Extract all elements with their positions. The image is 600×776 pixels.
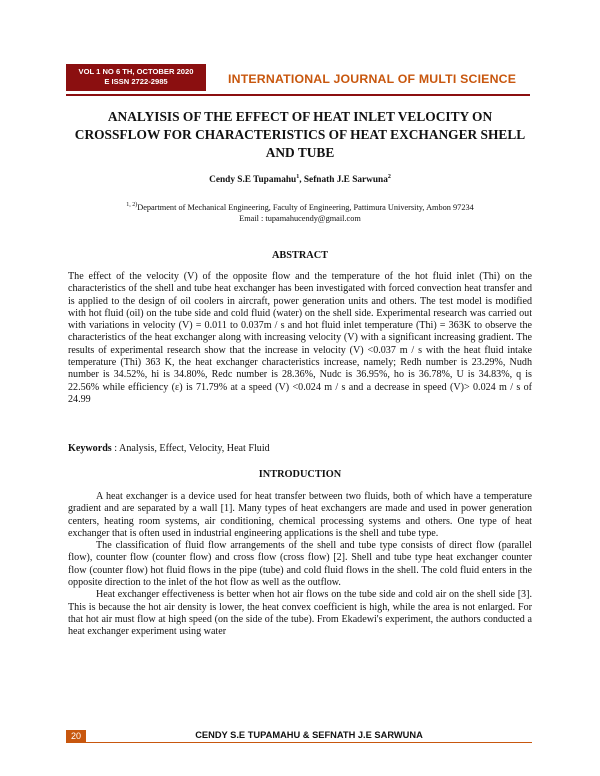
introduction-body xyxy=(68,491,532,639)
footer-divider xyxy=(86,742,532,743)
issn: E ISSN 2722-2985 xyxy=(104,77,168,86)
volume-badge xyxy=(66,64,206,91)
keywords-line xyxy=(68,443,532,454)
introduction-heading: INTRODUCTION xyxy=(258,469,342,480)
header-divider xyxy=(66,94,530,96)
abstract-text: The effect of the velocity (V) of the opposite flow and the temperature of the hot fluid inlet (Thi) on the characteristics of the shell and tube heat exchanger has been investigated with forced convection heat transfer and is applied to the design of oil coolers in aircraft, power generation units and others. The test model is modified with hot fluid (oil) on the tube side and cold fluid (water) on the shell side. Experimental research was carried out with variations in velocity (V) = 0.011 to 0.037m / s and hot fluid inlet temperature (Thi) = 363K to observe the characteristics of the heat exchanger along with increasing velocity (V) with a significant increasing gradient. The results of experimental research show that the increase in velocity (V) <0.037 m / s with the heat fluid intake temperature (Thi) 363 K, the heat exchanger characteristics increase, namely; Redh number is 23.29%, Nudh number is 34.52%, hi is 34.80%, Redc number is 28.36%, Nudc is 36.95%, ho is 36.78%, U is 34.83%, q is 22.56% while efficiency (ε) is 71.79% at a speed (V) <0.024 m / s and a decrease in speed (V)> 0.024 m / s of 24.99 xyxy=(68,271,532,405)
author-2-affil-mark: 2 xyxy=(387,173,391,180)
author-separator: , xyxy=(299,175,304,185)
author-1-affil-mark: 1 xyxy=(296,173,300,180)
footer-authors: CENDY S.E TUPAMAHU & SEFNATH J.E SARWUNA xyxy=(195,730,423,740)
intro-paragraph: A heat exchanger is a device used for heat transfer between two fluids, both of which have a temperature gradient and are separated by a wall [1]. Many types of heat exchangers are made and used in power generation centers, heating room systems, air conditioning, chemical processing systems and others. One type of heat exchanger that is often used in industrial engineering applications is the shell and tube type. xyxy=(68,491,532,539)
page-number: 20 xyxy=(66,730,86,743)
author-email: Email : tupamahucendy@gmail.com xyxy=(239,214,361,223)
keywords-list: : Analysis, Effect, Velocity, Heat Fluid xyxy=(111,443,270,454)
author-line xyxy=(68,175,532,185)
author-1: Cendy S.E Tupamahu xyxy=(209,175,297,185)
keywords-label: Keywords xyxy=(68,443,112,454)
affiliation-mark: 1, 2) xyxy=(126,202,138,209)
journal-header xyxy=(66,64,530,98)
journal-name: INTERNATIONAL JOURNAL OF MULTI SCIENCE xyxy=(228,72,517,86)
paper-title: ANALYISIS OF THE EFFECT OF HEAT INLET VELOCITY ON CROSSFLOW FOR CHARACTERISTICS OF HEAT EXCHANGER SHELL AND TUBE xyxy=(74,109,526,160)
affiliation-block xyxy=(68,202,532,224)
affiliation-text: Department of Mechanical Engineering, Faculty of Engineering, Pattimura University, Ambon 97234 xyxy=(137,203,474,212)
affiliation xyxy=(68,202,532,213)
author-2: Sefnath J.E Sarwuna xyxy=(303,175,388,185)
intro-paragraph: Heat exchanger effectiveness is better when hot air flows on the tube side and cold air on the shell side [3]. This is because the hot air density is lower, the heat convex coefficient is high, while the area is not enlarged. For that hot air must flow at high speed (on the side of the tube). From Ekadewi's experiment, the authors conducted a heat exchanger experiment using water xyxy=(68,589,532,638)
abstract-heading: ABSTRACT xyxy=(271,250,329,261)
intro-paragraph: The classification of fluid flow arrangements of the shell and tube type consists of direct flow (parallel flow), counter flow (counter flow) and cross flow (cross flow) [2]. Shell and tube type heat exchanger counter flow (counter flow) hot fluid flows in the pipe (tube) and cold fluid flows in the shell. The cold fluid enters in the opposite direction to the inlet of the hot flow as well as the outflow. xyxy=(68,540,532,589)
volume-issue: VOL 1 NO 6 TH, OCTOBER 2020 xyxy=(78,67,194,76)
